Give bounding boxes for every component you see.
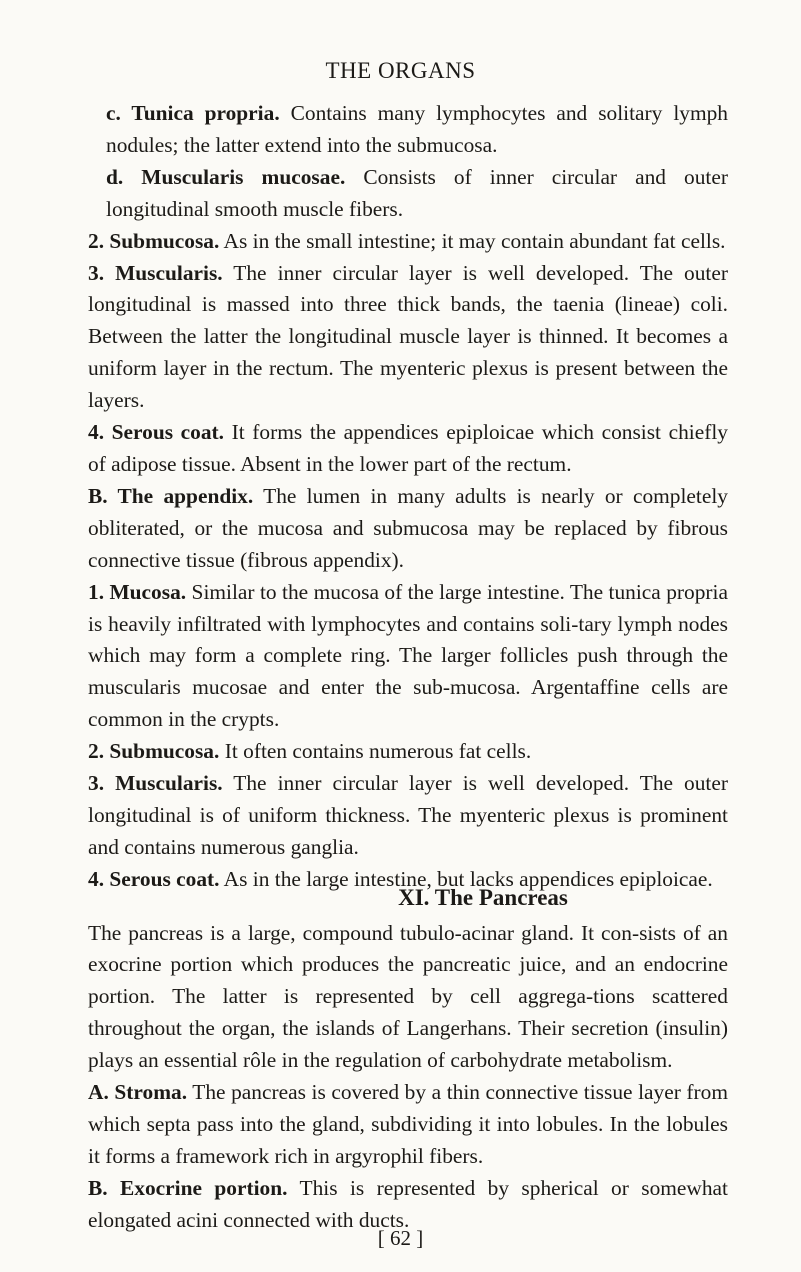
paragraph-text: As in the large intestine, but lacks appendices epiploicae. xyxy=(219,866,713,891)
paragraph-text: The pancreas is covered by a thin connective tissue layer from which septa pass into the gland, subdividing it into lobules. In the lobules it forms a framework rich in argyrophil fibers. xyxy=(88,1080,729,1168)
paragraph-text: As in the small intestine; it may contain abundant fat cells. xyxy=(219,228,726,253)
paragraph-label: 1. Mucosa. xyxy=(88,579,187,604)
paragraph-label: B. The appendix. xyxy=(88,483,254,508)
paragraph-appendix xyxy=(88,481,728,577)
paragraph-muscularis xyxy=(88,258,728,418)
paragraph-pancreas-intro xyxy=(88,918,728,1078)
paragraph-text: It forms the appendices epiploicae which consist chiefly of adipose tissue. Absent in the lower part of the rectum. xyxy=(88,420,728,476)
page-number: [ 62 ] xyxy=(377,1226,424,1250)
paragraph-text: The inner circular layer is well developed. The outer longitudinal is of uniform thickness. The myenteric plexus is prominent and contains numerous ganglia. xyxy=(88,771,728,859)
paragraph-text: This is represented by spherical or somewhat elongated acini connected with ducts. xyxy=(88,1175,728,1232)
paragraph-muscularis-mucosae xyxy=(88,162,728,226)
paragraph-tunica-propria xyxy=(88,98,728,162)
paragraph-text: The lumen in many adults is nearly or completely obliterated, or the mucosa and submucosa may be replaced by fibrous connective tissue (fibrous appendix). xyxy=(88,483,728,572)
paragraph-label: d. Muscularis mucosae. xyxy=(106,164,346,189)
paragraph-label: 4. Serous coat. xyxy=(88,866,220,891)
paragraph-label: A. Stroma. xyxy=(88,1080,188,1105)
paragraph-serous-coat xyxy=(88,417,728,481)
running-header: THE ORGANS xyxy=(325,58,476,83)
paragraph-label: 2. Submucosa. xyxy=(88,228,220,253)
paragraph-label: c. Tunica propria. xyxy=(106,101,280,125)
paragraph-stroma xyxy=(88,1077,728,1173)
body-text xyxy=(88,98,728,1237)
paragraph-label: 3. Muscularis. xyxy=(88,260,223,285)
paragraph-label: 4. Serous coat. xyxy=(88,420,225,445)
paragraph-text: The pancreas is a large, compound tubulo-acinar gland. It con-sists of an exocrine portion which produces the pancreatic juice, and an endocrine portion. The latter is represented by cell aggrega-tions scattered throughout the organ, the islands of Langerhans. Their secretion (insulin) plays an essential rôle in the regulation of carbohydrate metabolism. xyxy=(88,920,728,1073)
paragraph-submucosa xyxy=(88,226,728,258)
paragraph-text: Contains many lymphocytes and solitary lymph nodules; the latter extend into the submucosa. xyxy=(106,101,728,157)
section-heading: XI. The Pancreas xyxy=(398,884,568,910)
paragraph-appendix-muscularis xyxy=(88,768,728,864)
paragraph-appendix-submucosa xyxy=(88,736,728,768)
paragraph-label: B. Exocrine portion. xyxy=(88,1175,288,1200)
paragraph-appendix-mucosa xyxy=(88,577,728,737)
paragraph-text: The inner circular layer is well developed. The outer longitudinal is massed into three thick bands, the taenia (lineae) coli. Between the latter the longitudinal muscle layer is thinned. It becomes a uniform layer in the rectum. The myenteric plexus is present between the layers. xyxy=(88,260,728,413)
paragraph-text: Similar to the mucosa of the large intestine. The tunica propria is heavily infiltrated with lymphocytes and contains soli-tary lymph nodes which may form a complete ring. The larger follicles push through the muscularis mucosae and enter the sub-mucosa. Argentaffine cells are common in the crypts. xyxy=(88,579,728,732)
paragraph-text: It often contains numerous fat cells. xyxy=(219,739,532,764)
paragraph-label: 2. Submucosa. xyxy=(88,739,220,764)
paragraph-text: Consists of inner circular and outer longitudinal smooth muscle fibers. xyxy=(106,164,728,221)
paragraph-label: 3. Muscularis. xyxy=(88,771,223,796)
